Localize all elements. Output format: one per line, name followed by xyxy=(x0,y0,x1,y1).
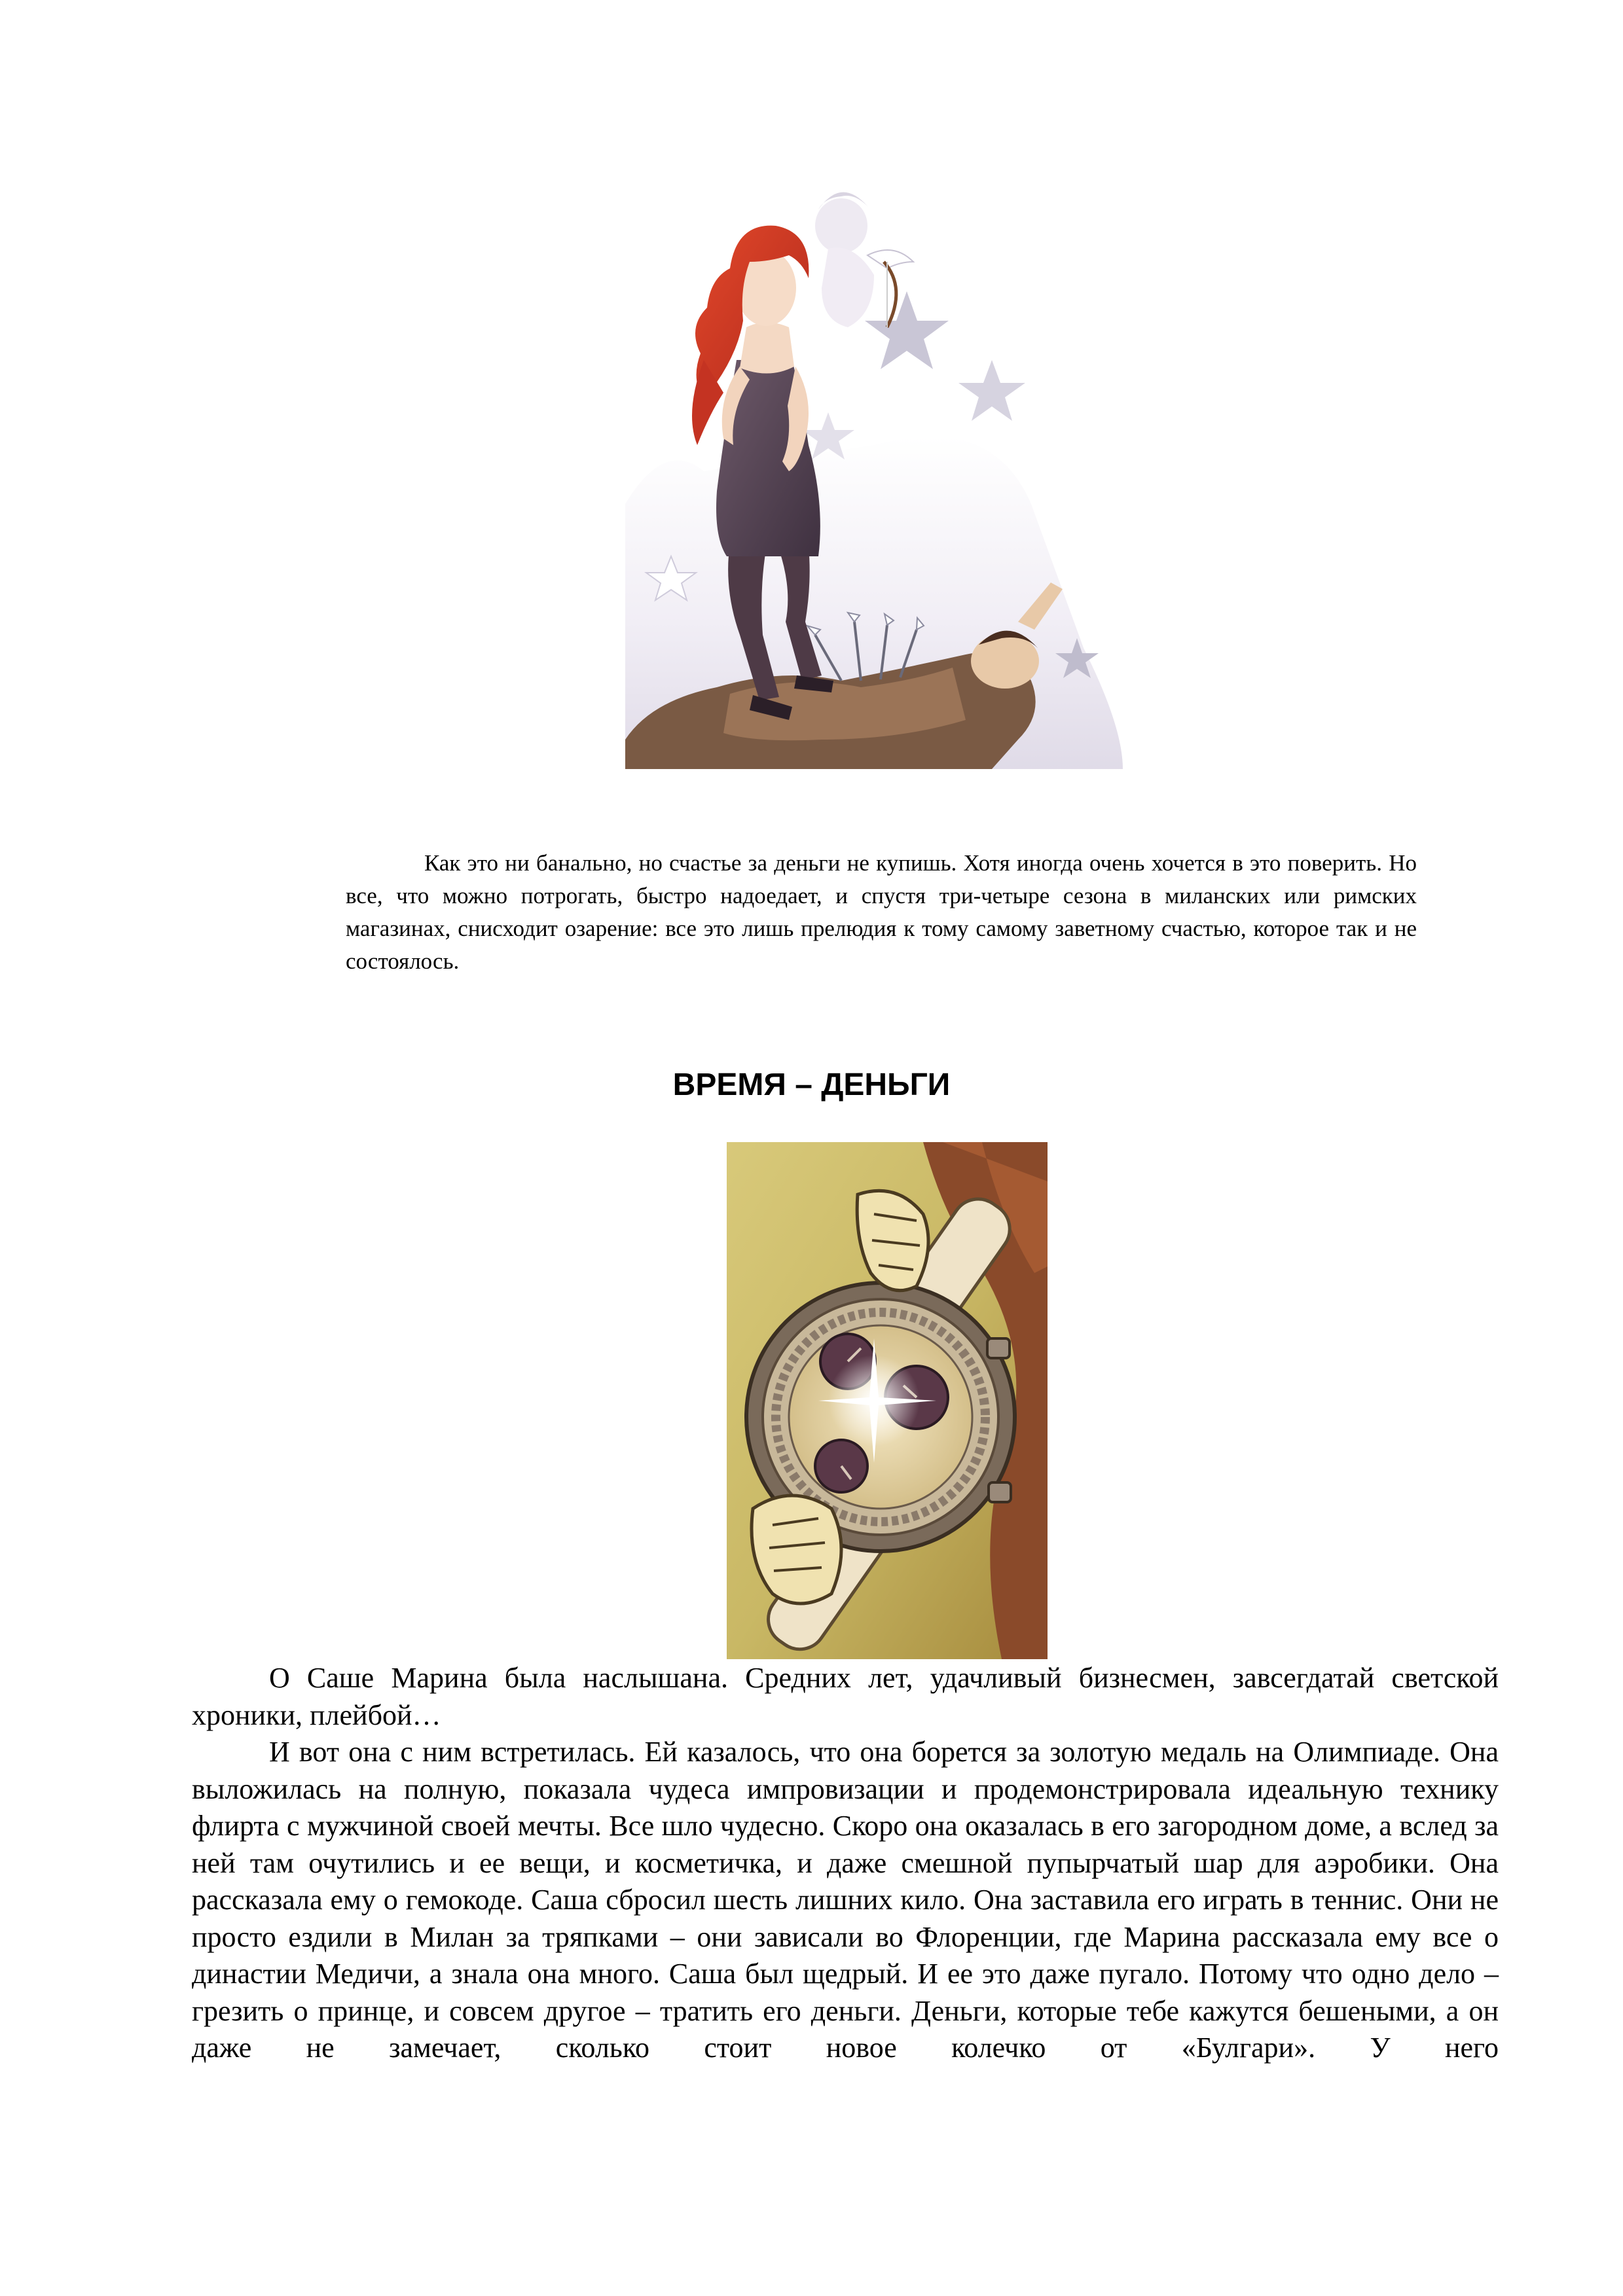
illustration-woman-cupid xyxy=(625,164,1123,769)
section-title: ВРЕМЯ – ДЕНЬГИ xyxy=(672,1067,951,1102)
star-decoration xyxy=(865,291,949,369)
body-text xyxy=(192,1660,1499,2067)
epigraph-paragraph: Как это ни банально, но счастье за деньги не купишь. Хотя иногда очень хочется в это поверить. Но все, что можно потрогать, быстро надоедает, и спустя три-четыре сезона в миланских или римских магазинах, снисходит озарение: все это лишь прелюдия к тому самому заветному счастью, которое так и не состоялось. xyxy=(346,850,1417,974)
body-paragraph-1: О Саше Марина была наслышана. Средних лет, удачливый бизнесмен, завсегдатай светской хроники, плейбой… xyxy=(192,1662,1499,1731)
illustration-watch xyxy=(727,1142,1048,1659)
body-paragraph-2: И вот она с ним встретилась. Ей казалось, что она борется за золотую медаль на Олимпиаде. Она выложилась на полную, показала чудеса импровизации и продемонстрировала идеальную технику флирта с мужчиной своей мечты. Все шло чудесно. Скоро она оказалась в его загородном доме, а вслед за ней там очутились и ее вещи, и косметичка, и даже смешной пупырчатый шар для аэробики. Она рассказала ему о гемокоде. Саша сбросил шесть лишних кило. Она заставила его играть в теннис. Они не просто ездили в Милан за тряпками – они зависали во Флоренции, где Марина рассказала ему все о династии Медичи, а знала она много. Саша был щедрый. И ее это даже пугало. Потому что одно дело – грезить о принце, и совсем другое – тратить его деньги. Деньги, которые тебе кажутся бешеными, а он даже не замечает, сколько стоит новое колечко от «Булгари». У него xyxy=(192,1736,1499,2064)
